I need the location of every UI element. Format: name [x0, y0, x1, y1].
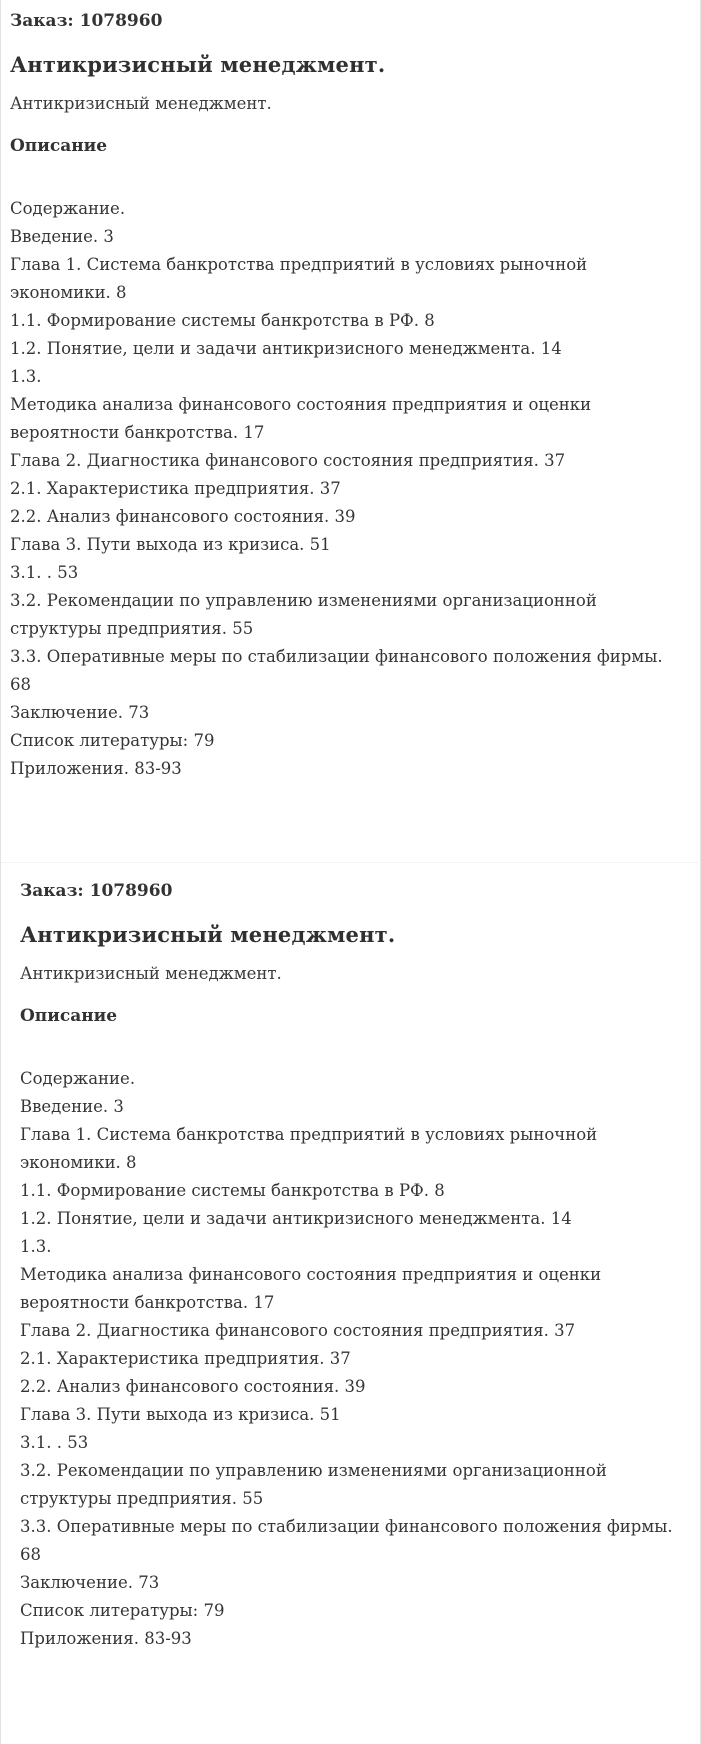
order-number: Заказ: 1078960	[20, 881, 173, 901]
toc-item: Содержание.	[10, 199, 126, 218]
toc-item: 1.1. Формирование системы банкротства в РФ. 8	[20, 1181, 445, 1200]
toc-item: Введение. 3	[10, 227, 114, 246]
toc-item: Глава 1. Система банкротства предприятий в условиях рыночной экономики. 8	[10, 255, 588, 302]
toc-item: 1.2. Понятие, цели и задачи антикризисного менеджмента. 14	[10, 339, 562, 358]
order-subtitle: Антикризисный менеджмент.	[20, 964, 282, 983]
toc-item: 2.1. Характеристика предприятия. 37	[20, 1349, 351, 1368]
toc-item: Список литературы: 79	[20, 1601, 225, 1620]
toc-item: Приложения. 83-93	[20, 1629, 192, 1648]
toc-item: 3.2. Рекомендации по управлению изменениями организационной структуры предприятия. 55	[10, 591, 597, 638]
toc-item: Глава 3. Пути выхода из кризиса. 51	[10, 535, 331, 554]
toc-item: 2.2. Анализ финансового состояния. 39	[10, 507, 356, 526]
card-divider	[1, 862, 701, 863]
table-of-contents	[10, 195, 682, 783]
toc-item: Заключение. 73	[20, 1573, 160, 1592]
toc-item: Глава 3. Пути выхода из кризиса. 51	[20, 1405, 341, 1424]
order-card	[1, 870, 701, 1653]
toc-item: 3.3. Оперативные меры по стабилизации финансового положения фирмы. 68	[10, 647, 663, 694]
toc-item: Приложения. 83-93	[10, 759, 182, 778]
toc-item: 3.2. Рекомендации по управлению изменениями организационной структуры предприятия. 55	[20, 1461, 607, 1508]
order-number: Заказ: 1078960	[10, 11, 163, 31]
order-subtitle: Антикризисный менеджмент.	[10, 94, 272, 113]
toc-item: 3.1. . 53	[20, 1433, 89, 1452]
toc-item: 3.1. . 53	[10, 563, 79, 582]
toc-item: Заключение. 73	[10, 703, 150, 722]
toc-item: 3.3. Оперативные меры по стабилизации финансового положения фирмы. 68	[20, 1517, 673, 1564]
description-heading: Описание	[20, 1006, 118, 1026]
toc-item: Содержание.	[20, 1069, 136, 1088]
order-title: Антикризисный менеджмент.	[10, 52, 386, 77]
toc-item: 2.1. Характеристика предприятия. 37	[10, 479, 341, 498]
toc-item: Список литературы: 79	[10, 731, 215, 750]
order-card	[1, 0, 701, 783]
order-title: Антикризисный менеджмент.	[20, 922, 396, 947]
toc-item: Глава 1. Система банкротства предприятий в условиях рыночной экономики. 8	[20, 1125, 598, 1172]
toc-item: 1.3.	[10, 367, 42, 386]
toc-item: Введение. 3	[20, 1097, 124, 1116]
description-heading: Описание	[10, 136, 108, 156]
toc-item: Глава 2. Диагностика финансового состояния предприятия. 37	[20, 1321, 576, 1340]
table-of-contents	[20, 1065, 692, 1653]
toc-item: 1.3.	[20, 1237, 52, 1256]
toc-item: Глава 2. Диагностика финансового состояния предприятия. 37	[10, 451, 566, 470]
toc-item: 2.2. Анализ финансового состояния. 39	[20, 1377, 366, 1396]
toc-item: 1.2. Понятие, цели и задачи антикризисного менеджмента. 14	[20, 1209, 572, 1228]
toc-item: Методика анализа финансового состояния предприятия и оценки вероятности банкротства. 17	[10, 395, 592, 442]
toc-item: Методика анализа финансового состояния предприятия и оценки вероятности банкротства. 17	[20, 1265, 602, 1312]
toc-item: 1.1. Формирование системы банкротства в РФ. 8	[10, 311, 435, 330]
